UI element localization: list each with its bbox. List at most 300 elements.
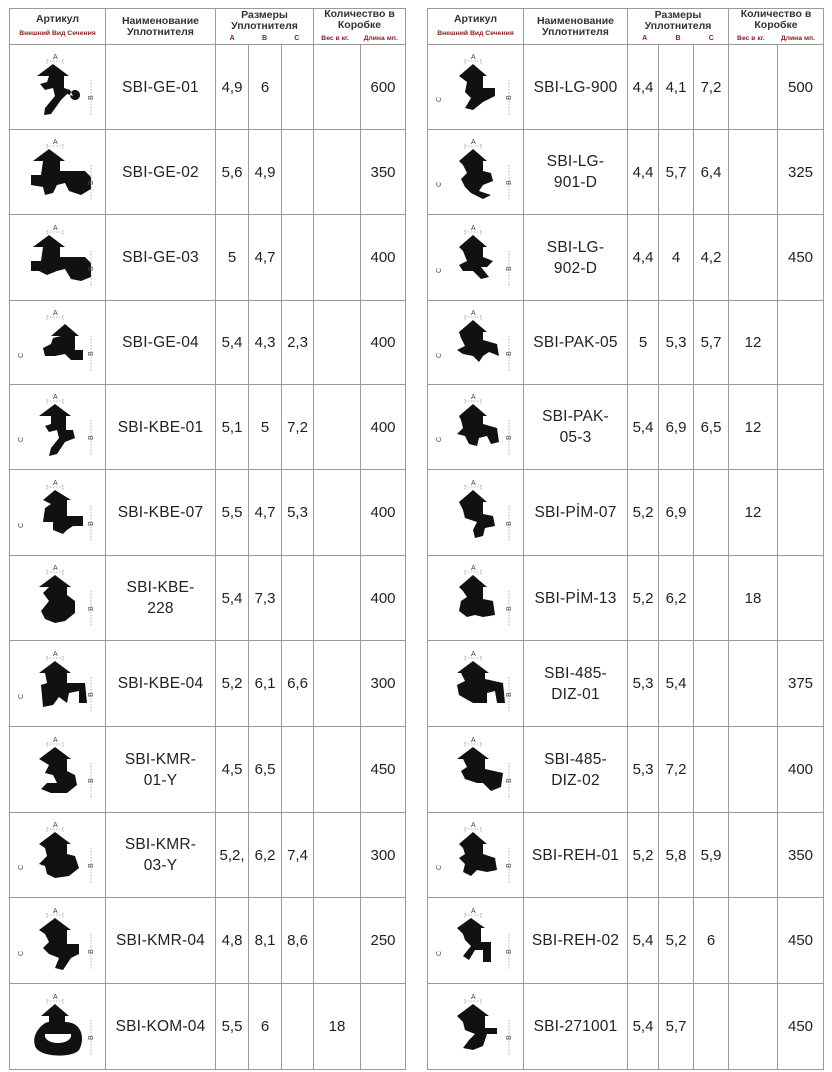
box-length: 400 [361, 556, 406, 641]
section-view-cell [428, 45, 524, 130]
box-length: 600 [361, 45, 406, 130]
dimension-label-b: B [87, 435, 95, 440]
seal-profile-shape [457, 747, 503, 791]
seal-profile-shape [37, 64, 80, 115]
size-b: 4,7 [249, 215, 282, 301]
seal-name: SBI-PAK- 05-3 [524, 385, 628, 470]
size-a: 5,3 [628, 641, 659, 727]
section-view-cell [428, 727, 524, 813]
size-c: 4,2 [694, 215, 729, 301]
seal-cross-section [433, 992, 519, 1062]
dimension-label-a: A [470, 565, 476, 572]
dimension-label-c: C [435, 96, 443, 102]
size-b: 7,2 [659, 727, 694, 813]
size-c: 6 [694, 898, 729, 984]
seal-cross-section [433, 649, 519, 719]
size-c: 5,7 [694, 301, 729, 385]
box-weight [729, 984, 778, 1070]
box-length: 350 [778, 813, 824, 898]
size-c [282, 556, 314, 641]
name-header: Наименование Уплотнителя [524, 9, 628, 45]
seal-name: SBI-GE-02 [106, 130, 216, 215]
size-a: 5,2 [628, 470, 659, 556]
size-a: 5,2 [216, 641, 249, 727]
size-c: 8,6 [282, 898, 314, 984]
box-length: 375 [778, 641, 824, 727]
section-view-cell [428, 641, 524, 727]
table-row [428, 556, 824, 641]
dimension-label-b: B [505, 95, 513, 100]
seal-profile-shape [31, 235, 91, 281]
dimension-label-a: A [470, 650, 476, 658]
seal-cross-section [15, 52, 101, 122]
table-row [428, 898, 824, 984]
table-row [428, 385, 824, 470]
size-b: 4,7 [249, 470, 282, 556]
box-length: 300 [361, 813, 406, 898]
seal-name: SBI-PİM-07 [524, 470, 628, 556]
dimension-label-b: B [505, 350, 513, 356]
table-row [10, 984, 406, 1070]
box-length: 450 [361, 727, 406, 813]
section-view-cell [428, 130, 524, 215]
size-b: 6 [249, 45, 282, 130]
box-weight [314, 470, 361, 556]
box-length: 400 [361, 470, 406, 556]
seal-profile-shape [459, 64, 495, 110]
dimension-label-c: C [17, 950, 25, 956]
box-length: 400 [361, 385, 406, 470]
seal-name: SBI-REH-01 [524, 813, 628, 898]
seal-profile-shape [39, 661, 87, 707]
section-view-cell [10, 45, 106, 130]
size-c: 7,2 [282, 385, 314, 470]
left-seal-table [9, 8, 406, 1070]
size-a: 4,8 [216, 898, 249, 984]
seal-profile-shape [459, 149, 493, 199]
table-row [428, 215, 824, 301]
seal-profile-shape [39, 918, 79, 970]
dimension-label-a: A [52, 822, 58, 829]
box-weight: 12 [729, 301, 778, 385]
dimension-label-a: A [52, 479, 58, 487]
seal-name: SBI-KMR- 03-Y [106, 813, 216, 898]
seal-name: SBI-KMR-04 [106, 898, 216, 984]
size-a: 5,5 [216, 470, 249, 556]
seal-profile-shape [39, 404, 75, 456]
table-row [10, 470, 406, 556]
box-weight: 12 [729, 385, 778, 470]
dimension-label-b: B [87, 863, 95, 868]
dimension-label-b: B [87, 520, 95, 526]
section-view-cell [428, 813, 524, 898]
seal-cross-section [15, 906, 101, 976]
size-a: 5,4 [216, 301, 249, 385]
box-length: 500 [778, 45, 824, 130]
box-weight [314, 727, 361, 813]
seal-profile-shape [457, 661, 505, 703]
seal-name: SBI-271001 [524, 984, 628, 1070]
dimension-label-c: C [435, 352, 443, 358]
box-weight: 18 [314, 984, 361, 1070]
seal-profile-shape [457, 918, 491, 962]
table-row [428, 641, 824, 727]
box-weight [729, 898, 778, 984]
dimension-label-b: B [505, 180, 513, 185]
seal-profile-shape [39, 747, 77, 793]
seal-profile-shape [34, 1004, 82, 1056]
seal-cross-section [433, 308, 519, 378]
table-row [10, 641, 406, 727]
size-c: 7,2 [694, 45, 729, 130]
size-b: 7,3 [249, 556, 282, 641]
size-a: 4,5 [216, 727, 249, 813]
seal-cross-section [15, 820, 101, 890]
table-row [10, 385, 406, 470]
seal-name: SBI-KOM-04 [106, 984, 216, 1070]
table-row [428, 984, 824, 1070]
size-c: 7,4 [282, 813, 314, 898]
seal-profile-shape [39, 832, 79, 878]
section-view-cell [10, 727, 106, 813]
seal-cross-section [15, 137, 101, 207]
size-a: 5,2 [628, 813, 659, 898]
size-b: 5,4 [659, 641, 694, 727]
section-view-cell [428, 984, 524, 1070]
seal-name: SBI-PİM-13 [524, 556, 628, 641]
dimension-label-b: B [87, 777, 95, 783]
box-length: 450 [778, 984, 824, 1070]
dimension-label-c: C [435, 436, 443, 442]
size-a: 5,5 [216, 984, 249, 1070]
dimension-label-a: A [52, 394, 58, 401]
dimension-label-b: B [505, 777, 513, 783]
size-a: 5,2, [216, 813, 249, 898]
seal-name: SBI-LG- 902-D [524, 215, 628, 301]
dimension-label-b: B [87, 948, 95, 954]
seal-name: SBI-485- DIZ-02 [524, 727, 628, 813]
size-c: 5,9 [694, 813, 729, 898]
seal-profile-shape [457, 1004, 497, 1050]
box-weight [729, 727, 778, 813]
section-view-cell [10, 470, 106, 556]
size-b: 6,2 [249, 813, 282, 898]
table-row [428, 301, 824, 385]
size-a: 5,4 [628, 385, 659, 470]
seal-name: SBI-KBE-01 [106, 385, 216, 470]
dimension-label-b: B [87, 691, 95, 697]
dimension-label-a: A [52, 565, 58, 572]
seal-name: SBI-LG- 901-D [524, 130, 628, 215]
seal-name: SBI-GE-03 [106, 215, 216, 301]
section-view-cell [10, 130, 106, 215]
box-weight [314, 130, 361, 215]
box-length [778, 301, 824, 385]
size-c [282, 984, 314, 1070]
size-c [282, 727, 314, 813]
dimension-label-a: A [470, 394, 476, 401]
sizes-header: Размеры Уплотнителя A B C [216, 9, 314, 45]
dimension-label-a: A [52, 224, 58, 232]
dimension-label-a: A [470, 993, 476, 1001]
seal-name: SBI-GE-01 [106, 45, 216, 130]
seal-cross-section [433, 563, 519, 633]
size-b: 4,9 [249, 130, 282, 215]
dimension-label-b: B [505, 520, 513, 526]
size-a: 4,4 [628, 215, 659, 301]
seal-cross-section [433, 735, 519, 805]
size-b: 6,9 [659, 385, 694, 470]
seal-cross-section [15, 308, 101, 378]
size-a: 5,2 [628, 556, 659, 641]
size-c: 6,5 [694, 385, 729, 470]
seal-cross-section [15, 563, 101, 633]
box-length: 450 [778, 898, 824, 984]
seal-name: SBI-PAK-05 [524, 301, 628, 385]
dimension-label-b: B [505, 1034, 513, 1040]
table-row [10, 898, 406, 984]
section-view-cell [428, 301, 524, 385]
dimension-label-a: A [470, 54, 476, 61]
box-weight [729, 813, 778, 898]
dimension-label-a: A [52, 736, 58, 744]
seal-cross-section [433, 820, 519, 890]
section-view-cell [428, 385, 524, 470]
seal-profile-shape [459, 832, 497, 876]
box-weight [729, 641, 778, 727]
size-c [694, 984, 729, 1070]
dimension-label-a: A [470, 736, 476, 744]
seal-name: SBI-KBE-07 [106, 470, 216, 556]
dimension-label-b: B [505, 435, 513, 440]
dimension-label-c: C [435, 181, 443, 187]
seal-profile-shape [457, 320, 499, 362]
size-c: 5,3 [282, 470, 314, 556]
box-weight [314, 45, 361, 130]
size-a: 4,4 [628, 45, 659, 130]
table-row [428, 130, 824, 215]
dimension-label-b: B [505, 265, 513, 271]
article-header: Артикул Внешний Вид Сечения [428, 9, 524, 45]
size-c [282, 130, 314, 215]
size-a: 5,4 [628, 984, 659, 1070]
size-c [694, 556, 729, 641]
seal-cross-section [15, 992, 101, 1062]
seal-cross-section [15, 223, 101, 293]
size-c [694, 470, 729, 556]
dimension-label-b: B [505, 863, 513, 868]
seal-cross-section [15, 735, 101, 805]
size-a: 4,9 [216, 45, 249, 130]
size-b: 6 [249, 984, 282, 1070]
dimension-label-a: A [470, 822, 476, 829]
box-weight [729, 45, 778, 130]
seal-profile-shape [43, 324, 83, 360]
section-view-cell [10, 984, 106, 1070]
seal-cross-section [15, 392, 101, 462]
dimension-label-b: B [87, 180, 95, 185]
seal-cross-section [433, 906, 519, 976]
box-length [361, 984, 406, 1070]
section-view-cell [428, 215, 524, 301]
dimension-label-c: C [435, 864, 443, 870]
seal-name: SBI-LG-900 [524, 45, 628, 130]
dimension-label-b: B [87, 350, 95, 356]
seal-profile-shape [459, 575, 495, 617]
size-c: 6,6 [282, 641, 314, 727]
size-b: 5,2 [659, 898, 694, 984]
size-c: 6,4 [694, 130, 729, 215]
section-view-cell [428, 556, 524, 641]
size-c: 2,3 [282, 301, 314, 385]
dimension-label-a: A [470, 224, 476, 232]
size-c [694, 727, 729, 813]
dimension-label-c: C [435, 267, 443, 273]
box-weight [314, 898, 361, 984]
seal-cross-section [15, 649, 101, 719]
box-weight [314, 385, 361, 470]
box-weight [314, 301, 361, 385]
dimension-label-b: B [505, 948, 513, 954]
section-view-cell [10, 215, 106, 301]
table-row [10, 215, 406, 301]
seal-profile-shape [31, 149, 91, 195]
dimension-label-a: A [470, 139, 476, 146]
qty-header: Количество в Коробке Вес в кг. Длина мп. [314, 9, 406, 45]
table-row [428, 45, 824, 130]
seal-name: SBI-KMR- 01-Y [106, 727, 216, 813]
dimension-label-a: A [470, 309, 476, 317]
box-length: 400 [778, 727, 824, 813]
box-length [778, 470, 824, 556]
right-seal-table [427, 8, 824, 1070]
dimension-label-c: C [435, 950, 443, 956]
box-length: 300 [361, 641, 406, 727]
size-c [694, 641, 729, 727]
size-b: 6,9 [659, 470, 694, 556]
dimension-label-b: B [87, 606, 95, 611]
size-b: 5,7 [659, 984, 694, 1070]
size-a: 5 [216, 215, 249, 301]
dimension-label-b: B [505, 606, 513, 611]
table-row [10, 727, 406, 813]
table-row [10, 301, 406, 385]
section-view-cell [10, 641, 106, 727]
seal-cross-section [433, 478, 519, 548]
size-c [282, 45, 314, 130]
dimension-label-c: C [17, 522, 25, 528]
table-row [428, 813, 824, 898]
table-row [10, 130, 406, 215]
box-weight: 18 [729, 556, 778, 641]
seal-profile-shape [459, 490, 495, 538]
dimension-label-b: B [87, 95, 95, 100]
size-b: 6,1 [249, 641, 282, 727]
size-b: 6,5 [249, 727, 282, 813]
sizes-header: Размеры Уплотнителя A B C [628, 9, 729, 45]
table-row [10, 556, 406, 641]
seal-profile-shape [39, 575, 75, 623]
dimension-label-b: B [87, 1034, 95, 1040]
dimension-label-a: A [470, 907, 476, 915]
box-weight [729, 215, 778, 301]
table-row [428, 727, 824, 813]
size-a: 4,4 [628, 130, 659, 215]
table-row [10, 813, 406, 898]
qty-header: Количество в Коробке Вес в кг. Длина мп. [729, 9, 824, 45]
size-b: 4,3 [249, 301, 282, 385]
dimension-label-c: C [17, 693, 25, 699]
section-view-cell [10, 556, 106, 641]
seal-name: SBI-GE-04 [106, 301, 216, 385]
dimension-label-a: A [52, 650, 58, 658]
dimension-label-c: C [17, 864, 25, 870]
section-view-cell [10, 385, 106, 470]
table-row [10, 45, 406, 130]
size-b: 5 [249, 385, 282, 470]
box-length [778, 385, 824, 470]
seal-cross-section [433, 392, 519, 462]
box-length: 400 [361, 215, 406, 301]
seal-cross-section [433, 137, 519, 207]
box-weight [314, 215, 361, 301]
section-view-cell [10, 301, 106, 385]
seal-cross-section [15, 478, 101, 548]
size-b: 5,8 [659, 813, 694, 898]
dimension-label-b: B [505, 691, 513, 697]
section-view-cell [10, 898, 106, 984]
section-view-cell [428, 898, 524, 984]
seal-name: SBI-KBE- 228 [106, 556, 216, 641]
size-c [282, 215, 314, 301]
box-length [778, 556, 824, 641]
table-row [428, 470, 824, 556]
seal-cross-section [433, 223, 519, 293]
size-a: 5,6 [216, 130, 249, 215]
box-weight [314, 641, 361, 727]
dimension-label-c: C [17, 436, 25, 442]
dimension-label-a: A [470, 479, 476, 487]
article-header: Артикул Внешний Вид Сечения [10, 9, 106, 45]
box-weight: 12 [729, 470, 778, 556]
size-a: 5,3 [628, 727, 659, 813]
box-weight [314, 813, 361, 898]
dimension-label-a: A [52, 139, 58, 146]
size-b: 5,3 [659, 301, 694, 385]
size-a: 5 [628, 301, 659, 385]
size-b: 8,1 [249, 898, 282, 984]
seal-name: SBI-KBE-04 [106, 641, 216, 727]
dimension-label-a: A [52, 309, 58, 317]
seal-name: SBI-485- DIZ-01 [524, 641, 628, 727]
size-b: 4 [659, 215, 694, 301]
box-weight [314, 556, 361, 641]
box-length: 325 [778, 130, 824, 215]
size-a: 5,1 [216, 385, 249, 470]
box-length: 350 [361, 130, 406, 215]
section-view-cell [428, 470, 524, 556]
seal-cross-section [433, 52, 519, 122]
box-weight [729, 130, 778, 215]
dimension-label-a: A [52, 54, 58, 61]
box-length: 250 [361, 898, 406, 984]
seal-profile-shape [43, 490, 83, 534]
dimension-label-b: B [87, 265, 95, 271]
dimension-label-a: A [52, 907, 58, 915]
box-length: 450 [778, 215, 824, 301]
seal-name: SBI-REH-02 [524, 898, 628, 984]
box-length: 400 [361, 301, 406, 385]
